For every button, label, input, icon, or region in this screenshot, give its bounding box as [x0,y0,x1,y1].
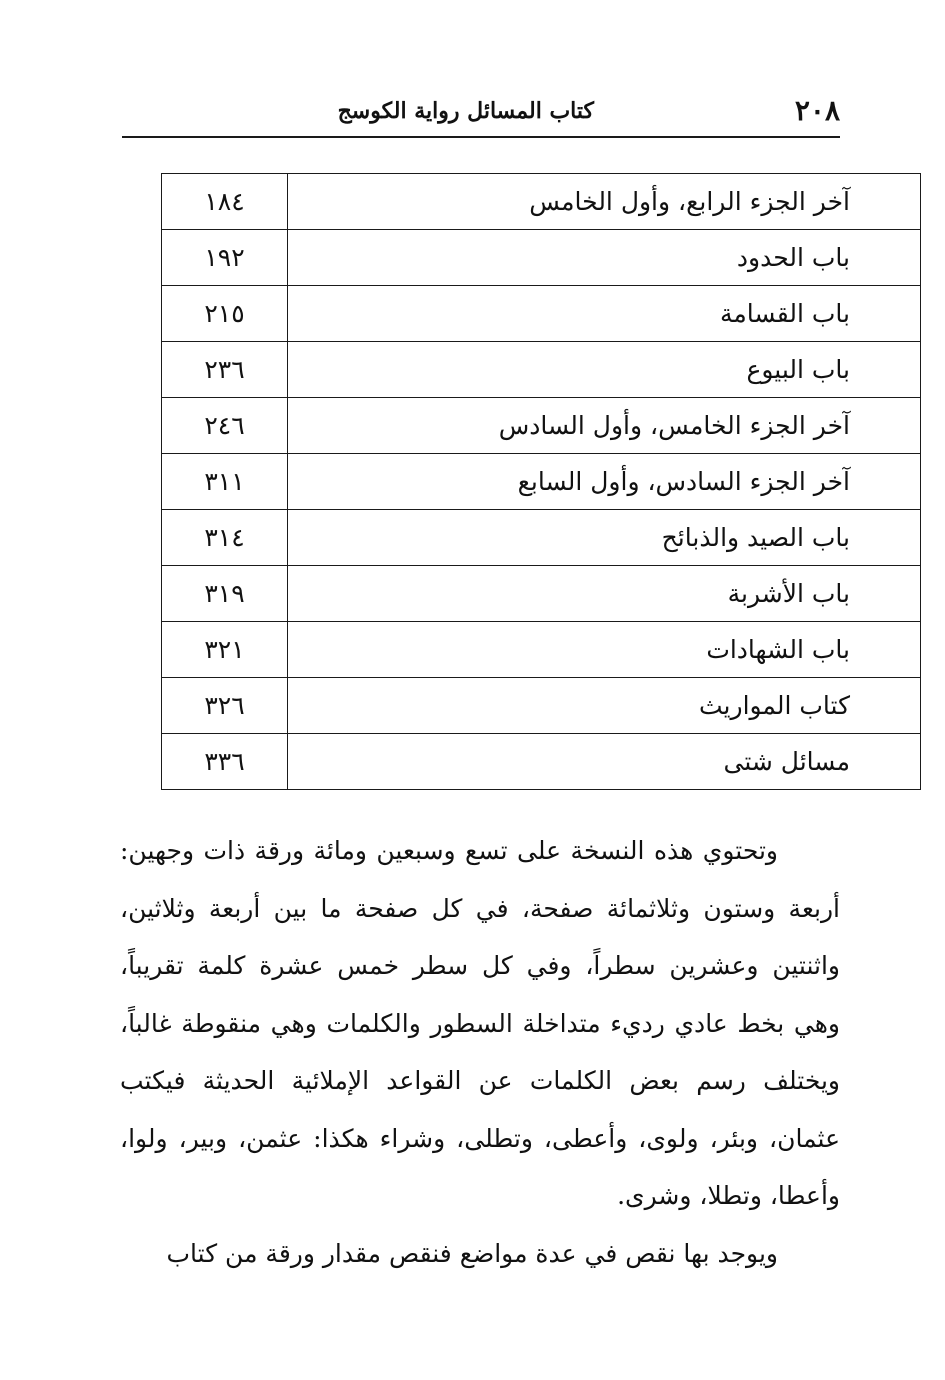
toc-entry-title: باب البيوع [288,342,921,398]
toc-entry-title: باب الشهادات [288,622,921,678]
toc-entry-title: مسائل شتى [288,734,921,790]
toc-entry-title: باب الأشربة [288,566,921,622]
toc-entry-page: ٣١١ [162,454,288,510]
toc-entry-title: آخر الجزء الخامس، وأول السادس [288,398,921,454]
table-row [162,734,921,790]
table-row [162,678,921,734]
toc-entry-title: آخر الجزء السادس، وأول السابع [288,454,921,510]
toc-entry-page: ٣٣٦ [162,734,288,790]
running-header [122,92,840,138]
table-row [162,230,921,286]
page-number: ٢٠٨ [794,94,840,127]
toc-entry-page: ١٨٤ [162,174,288,230]
table-row [162,286,921,342]
toc-entry-page: ٢٣٦ [162,342,288,398]
table-row [162,622,921,678]
toc-entry-title: باب الحدود [288,230,921,286]
contents-table [161,173,921,790]
table-row [162,510,921,566]
toc-entry-title: كتاب المواريث [288,678,921,734]
toc-entry-page: ٣٢٦ [162,678,288,734]
toc-entry-page: ٣٢١ [162,622,288,678]
toc-entry-title: آخر الجزء الرابع، وأول الخامس [288,174,921,230]
body-text [120,822,840,1282]
table-row [162,398,921,454]
toc-entry-page: ٢٤٦ [162,398,288,454]
toc-entry-title: باب القسامة [288,286,921,342]
toc-entry-page: ٣١٩ [162,566,288,622]
table-row [162,174,921,230]
table-row [162,566,921,622]
toc-entry-title: باب الصيد والذبائح [288,510,921,566]
toc-entry-page: ١٩٢ [162,230,288,286]
toc-entry-page: ٣١٤ [162,510,288,566]
table-row [162,454,921,510]
paragraph: ويوجد بها نقص في عدة مواضع فنقص مقدار ورقة من كتاب [166,1238,778,1268]
book-title: كتاب المسائل رواية الكوسج [337,98,594,124]
toc-entry-page: ٢١٥ [162,286,288,342]
table-row [162,342,921,398]
paragraph: وتحتوي هذه النسخة على تسع وسبعين ومائة ورقة ذات وجهين: أربعة وستون وثلاثمائة صفحة، في كل صفحة ما بين أربعة وثلاثين، واثنتين وعشرين سطراً، وفي كل سطر خمس عشرة كلمة تقريباً، وهي بخط عادي رديء متداخلة السطور والكلمات وهي منقوطة غالباً، ويختلف رسم بعض الكلمات عن القواعد الإملائية الحديثة فيكتب عثمان، وبئر، ولوى، وأعطى، وتطلى، وشراء هكذا: عثمن، وبير، ولوا، وأعطا، وتطلا، وشرى. [120,836,840,1210]
